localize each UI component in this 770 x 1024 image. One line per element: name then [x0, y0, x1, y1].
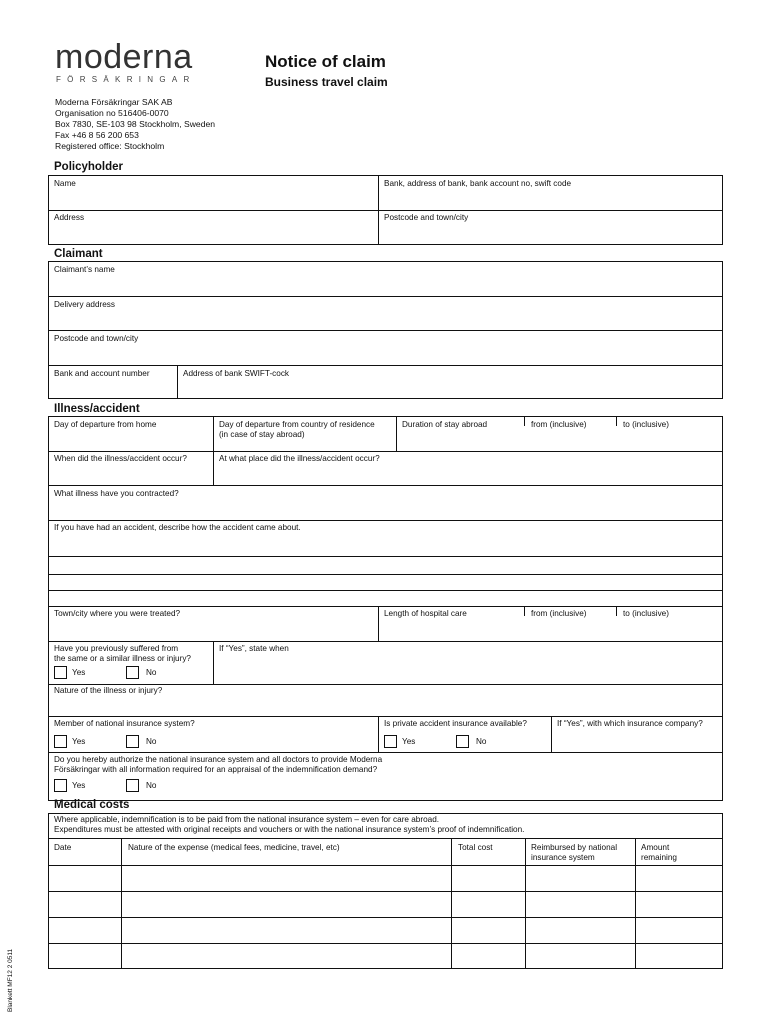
illness-contracted-field[interactable]: What illness have you contracted? — [54, 489, 179, 498]
divider — [451, 838, 452, 969]
authorize-no-checkbox[interactable] — [126, 779, 139, 792]
medical-heading: Medical costs — [54, 799, 130, 811]
hospital-care-field[interactable]: Length of hospital care — [384, 609, 467, 618]
company-logo: moderna — [55, 38, 193, 76]
divider — [48, 606, 723, 607]
divider — [48, 210, 723, 211]
address-line: Registered office: Stockholm — [55, 141, 165, 152]
departure-home-field[interactable]: Day of departure from home — [54, 420, 157, 429]
hospital-to-field[interactable]: to (inclusive) — [623, 609, 669, 618]
member-national-question: Member of national insurance system? — [54, 719, 195, 728]
address-line: Box 7830, SE-103 98 Stockholm, Sweden — [55, 119, 216, 130]
previous-yes-label: Yes — [72, 668, 86, 677]
previous-no-label: No — [146, 668, 157, 677]
divider — [121, 838, 122, 969]
previous-yes-checkbox[interactable] — [54, 666, 67, 679]
medical-costs-table — [48, 838, 723, 969]
when-occurred-field[interactable]: When did the illness/accident occur? — [54, 454, 187, 463]
col-header-total: Total cost — [458, 843, 493, 852]
col-header-nature: Nature of the expense (medical fees, medicine, travel, etc) — [128, 843, 340, 852]
divider — [48, 451, 723, 452]
divider — [213, 641, 214, 684]
col-header-reimbursed-line2: insurance system — [531, 853, 595, 862]
claimant-name-field[interactable]: Claimant’s name — [54, 265, 115, 274]
policyholder-address-field[interactable]: Address — [54, 213, 85, 222]
col-header-amount-line2: remaining — [641, 853, 677, 862]
member-yes-label: Yes — [72, 737, 86, 746]
form-code: Blankett MF12 2 0511 — [7, 948, 14, 1012]
divider — [48, 865, 723, 866]
company-address — [55, 97, 215, 152]
previous-illness-question: Have you previously suffered from — [54, 644, 179, 653]
divider — [48, 520, 723, 521]
divider — [48, 330, 723, 331]
divider — [48, 574, 723, 575]
claimant-delivery-field[interactable]: Delivery address — [54, 300, 115, 309]
divider — [48, 296, 723, 297]
illness-heading: Illness/accident — [54, 403, 140, 415]
company-logo-subtitle: FÖRSÄKRINGAR — [56, 75, 196, 84]
insurance-company-field[interactable]: If “Yes”, with which insurance company? — [557, 719, 703, 728]
col-header-reimbursed: Reimbursed by national — [531, 843, 618, 852]
authorize-question: Do you hereby authorize the national insurance system and all doctors to provide Moderna — [54, 755, 383, 764]
medical-note-line1: Where applicable, indemnification is to be paid from the national insurance system – even for care abroad. — [54, 815, 440, 824]
claimant-postcode-field[interactable]: Postcode and town/city — [54, 334, 139, 343]
divider — [635, 838, 636, 969]
divider — [48, 485, 723, 486]
medical-note-line2: Expenditures must be attested with original receipts and vouchers or with the national insurance system’s proof of indemnification. — [54, 825, 525, 834]
member-no-checkbox[interactable] — [126, 735, 139, 748]
col-header-amount: Amount — [641, 843, 670, 852]
divider — [48, 716, 723, 717]
divider — [48, 943, 723, 944]
page-title: Notice of claim — [265, 52, 386, 71]
divider — [378, 716, 379, 752]
nature-illness-field[interactable]: Nature of the illness or injury? — [54, 686, 163, 695]
claimant-bank-account-field[interactable]: Bank and account number — [54, 369, 150, 378]
divider — [48, 641, 723, 642]
policyholder-name-field[interactable]: Name — [54, 179, 76, 188]
divider — [396, 416, 397, 451]
divider — [177, 365, 178, 399]
policyholder-postcode-field[interactable]: Postcode and town/city — [384, 213, 469, 222]
divider — [378, 175, 379, 245]
divider — [524, 606, 525, 616]
authorize-yes-label: Yes — [72, 781, 86, 790]
policyholder-heading: Policyholder — [54, 161, 124, 173]
hospital-from-field[interactable]: from (inclusive) — [531, 609, 587, 618]
accident-description-field[interactable]: If you have had an accident, describe how the accident came about. — [54, 523, 301, 532]
member-no-label: No — [146, 737, 157, 746]
previous-no-checkbox[interactable] — [126, 666, 139, 679]
divider — [551, 716, 552, 752]
divider — [48, 556, 723, 557]
private-yes-label: Yes — [402, 737, 416, 746]
previous-when-field[interactable]: If “Yes”, state when — [219, 644, 289, 653]
divider — [378, 606, 379, 641]
page-subtitle: Business travel claim — [265, 75, 388, 89]
divider — [525, 838, 526, 969]
divider — [616, 606, 617, 616]
private-yes-checkbox[interactable] — [384, 735, 397, 748]
town-treated-field[interactable]: Town/city where you were treated? — [54, 609, 181, 618]
previous-illness-question-line2: the same or a similar illness or injury? — [54, 654, 191, 663]
private-no-label: No — [476, 737, 487, 746]
duration-field[interactable]: Duration of stay abroad — [402, 420, 488, 429]
duration-to-field[interactable]: to (inclusive) — [623, 420, 669, 429]
private-no-checkbox[interactable] — [456, 735, 469, 748]
authorize-no-label: No — [146, 781, 157, 790]
private-insurance-question: Is private accident insurance available? — [384, 719, 527, 728]
where-occurred-field[interactable]: At what place did the illness/accident occur? — [219, 454, 380, 463]
policyholder-bank-field[interactable]: Bank, address of bank, bank account no, swift code — [384, 179, 572, 188]
divider — [524, 416, 525, 426]
divider — [48, 590, 723, 591]
divider — [616, 416, 617, 426]
claimant-bank-swift-field[interactable]: Address of bank SWIFT-cock — [183, 369, 290, 378]
departure-country-note: (in case of stay abroad) — [219, 430, 305, 439]
divider — [48, 917, 723, 918]
authorize-yes-checkbox[interactable] — [54, 779, 67, 792]
member-yes-checkbox[interactable] — [54, 735, 67, 748]
col-header-date: Date — [54, 843, 72, 852]
divider — [48, 365, 723, 366]
divider — [48, 684, 723, 685]
authorize-question-line2: Försäkringar with all information required for an appraisal of the indemnification demand? — [54, 765, 378, 774]
claimant-heading: Claimant — [54, 248, 103, 260]
divider — [48, 752, 723, 753]
divider — [48, 891, 723, 892]
departure-country-field[interactable]: Day of departure from country of residence — [219, 420, 375, 429]
address-line: Moderna Försäkringar SAK AB — [55, 97, 173, 107]
duration-from-field[interactable]: from (inclusive) — [531, 420, 587, 429]
address-line: Organisation no 516406-0070 — [55, 108, 169, 119]
address-line: Fax +46 8 56 200 653 — [55, 130, 139, 141]
